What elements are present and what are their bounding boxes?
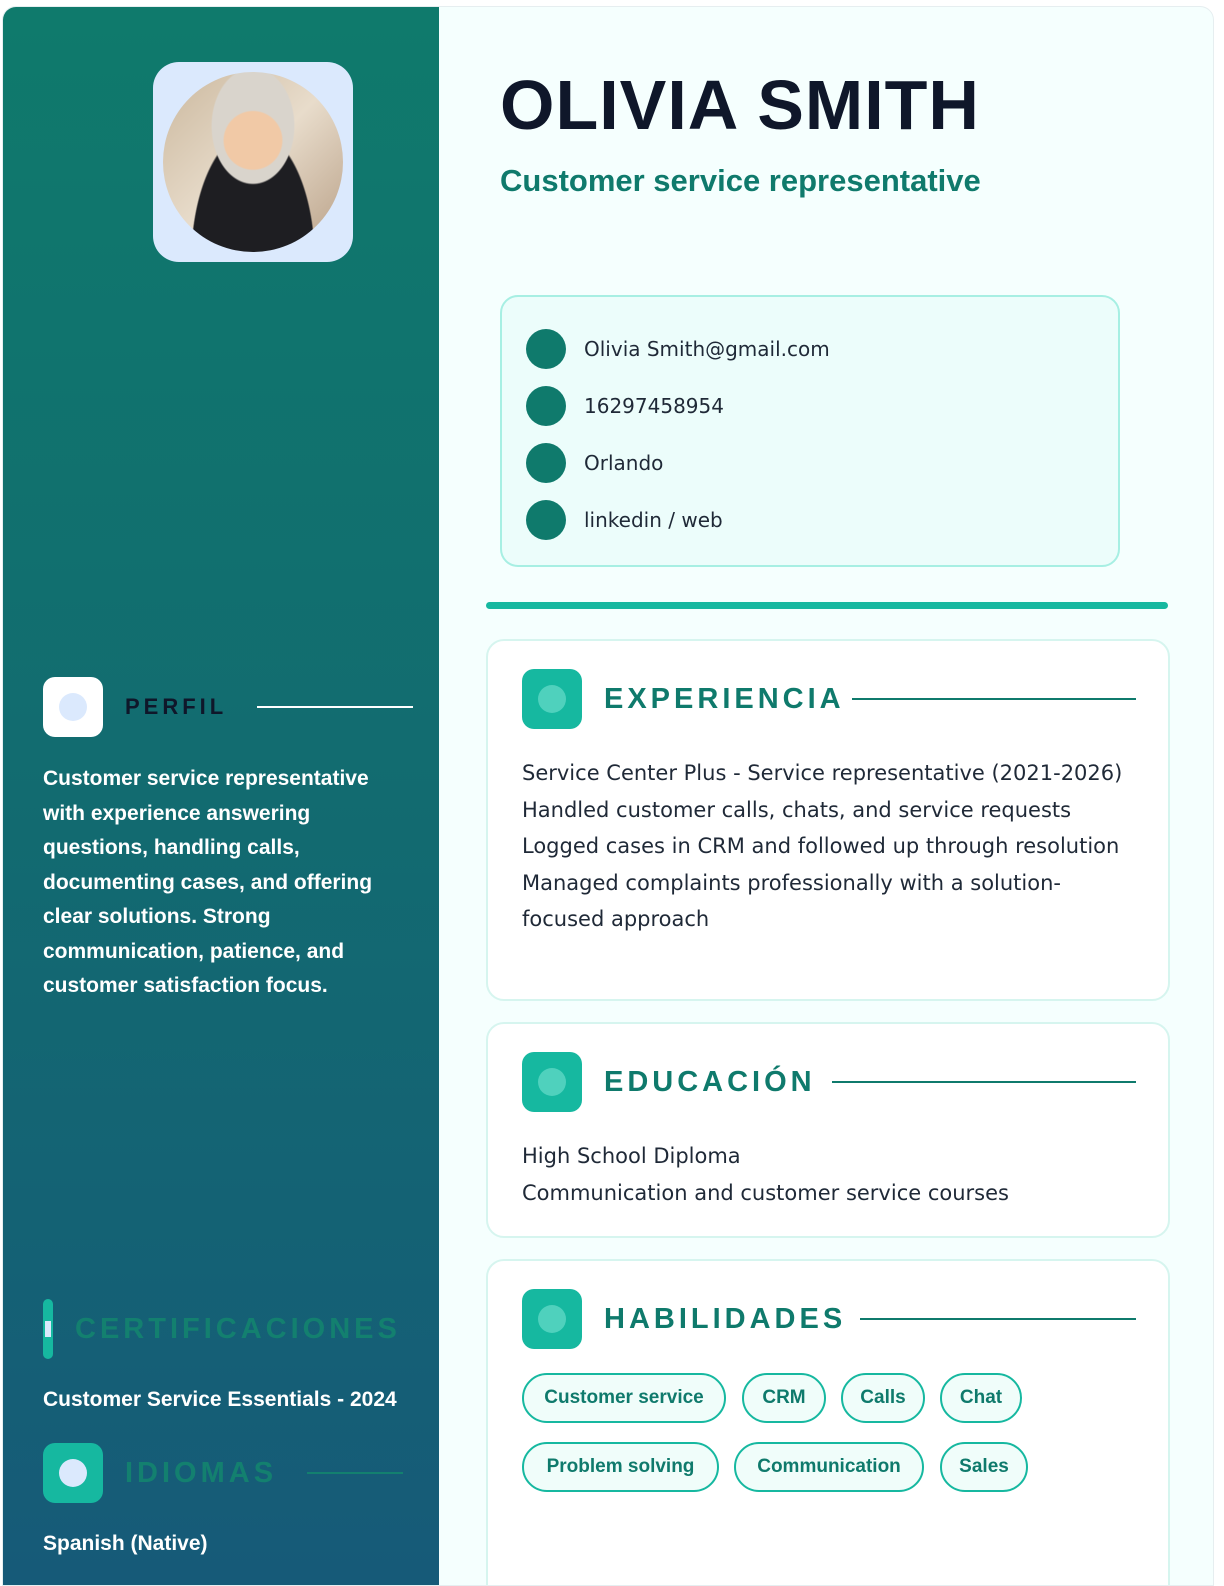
cert-text: Customer Service Essentials - 2024: [43, 1388, 397, 1411]
skills-title: HABILIDADES: [604, 1302, 847, 1335]
experience-line: Handled customer calls, chats, and service requests: [522, 797, 1072, 822]
contact-location-text: Orlando: [584, 451, 664, 475]
person-name: OLIVIA SMITH: [500, 66, 980, 144]
link-icon: [526, 500, 566, 540]
skills-card: [486, 1259, 1170, 1586]
lang-text: Spanish (Native): [43, 1532, 208, 1555]
skills-title-line: [860, 1318, 1136, 1320]
sidebar: [3, 7, 439, 1585]
experience-title-line: [852, 698, 1136, 700]
education-line: High School Diploma: [522, 1144, 741, 1168]
contact-phone: [526, 386, 724, 426]
contact-phone-text[interactable]: 16297458954: [584, 394, 724, 418]
skill-chip: Chat: [940, 1373, 1022, 1423]
experience-line: Logged cases in CRM and followed up through resolution: [522, 834, 1120, 858]
lang-title: IDIOMAS: [125, 1456, 278, 1489]
profile-photo: [163, 72, 343, 252]
contact-link-text[interactable]: linkedin / web: [584, 508, 723, 532]
profile-title-line: [257, 706, 413, 708]
contact-email: [526, 329, 830, 369]
profile-title: PERFIL: [125, 694, 228, 719]
education-card: [486, 1022, 1170, 1238]
skills-badge-icon: [522, 1289, 582, 1349]
contact-email-text[interactable]: Olivia Smith@gmail.com: [584, 337, 830, 361]
profile-text: Customer service representative with experience answering questions, handling calls, documenting cases, and offering clear solutions. Strong communication, patience, and customer satisfaction focus.: [43, 767, 373, 997]
skills-heading: [522, 1289, 846, 1349]
education-title-line: [832, 1081, 1136, 1083]
lang-title-line: [307, 1472, 403, 1474]
education-line: Communication and customer service courses: [522, 1180, 1009, 1205]
experience-badge-icon: [522, 669, 582, 729]
experience-card: [486, 639, 1170, 1001]
profile-heading: [43, 677, 413, 737]
contact-box: [500, 295, 1120, 567]
education-heading: [522, 1052, 816, 1112]
skill-chip: Customer service: [522, 1373, 726, 1423]
education-title: EDUCACIÓN: [604, 1065, 816, 1098]
skill-chip: Communication: [734, 1442, 924, 1492]
education-badge-icon: [522, 1052, 582, 1112]
experience-heading: [522, 669, 845, 729]
cert-title: CERTIFICACIONES: [75, 1312, 401, 1345]
lang-heading: [43, 1443, 403, 1503]
skill-chip: CRM: [742, 1373, 826, 1423]
skill-chip: Sales: [940, 1442, 1028, 1492]
contact-location: [526, 443, 663, 483]
experience-body: [522, 755, 1142, 938]
experience-line: Service Center Plus - Service representative (2021-2026): [522, 761, 1123, 785]
phone-icon: [526, 386, 566, 426]
contact-link: [526, 500, 723, 540]
skill-chip: Problem solving: [522, 1442, 719, 1492]
section-divider: [486, 602, 1168, 609]
experience-title: EXPERIENCIA: [604, 682, 845, 715]
education-body: [522, 1138, 1142, 1211]
experience-line: Managed complaints professionally with a solution-focused approach: [522, 870, 1061, 931]
skill-chip: Calls: [841, 1373, 925, 1423]
cert-bar-icon: [43, 1299, 53, 1359]
cert-heading: [43, 1299, 401, 1359]
email-icon: [526, 329, 566, 369]
lang-badge-icon: [43, 1443, 103, 1503]
resume-page: [2, 6, 1214, 1586]
profile-photo-frame: [153, 62, 353, 262]
person-role: Customer service representative: [500, 163, 981, 198]
profile-badge-icon: [43, 677, 103, 737]
location-icon: [526, 443, 566, 483]
